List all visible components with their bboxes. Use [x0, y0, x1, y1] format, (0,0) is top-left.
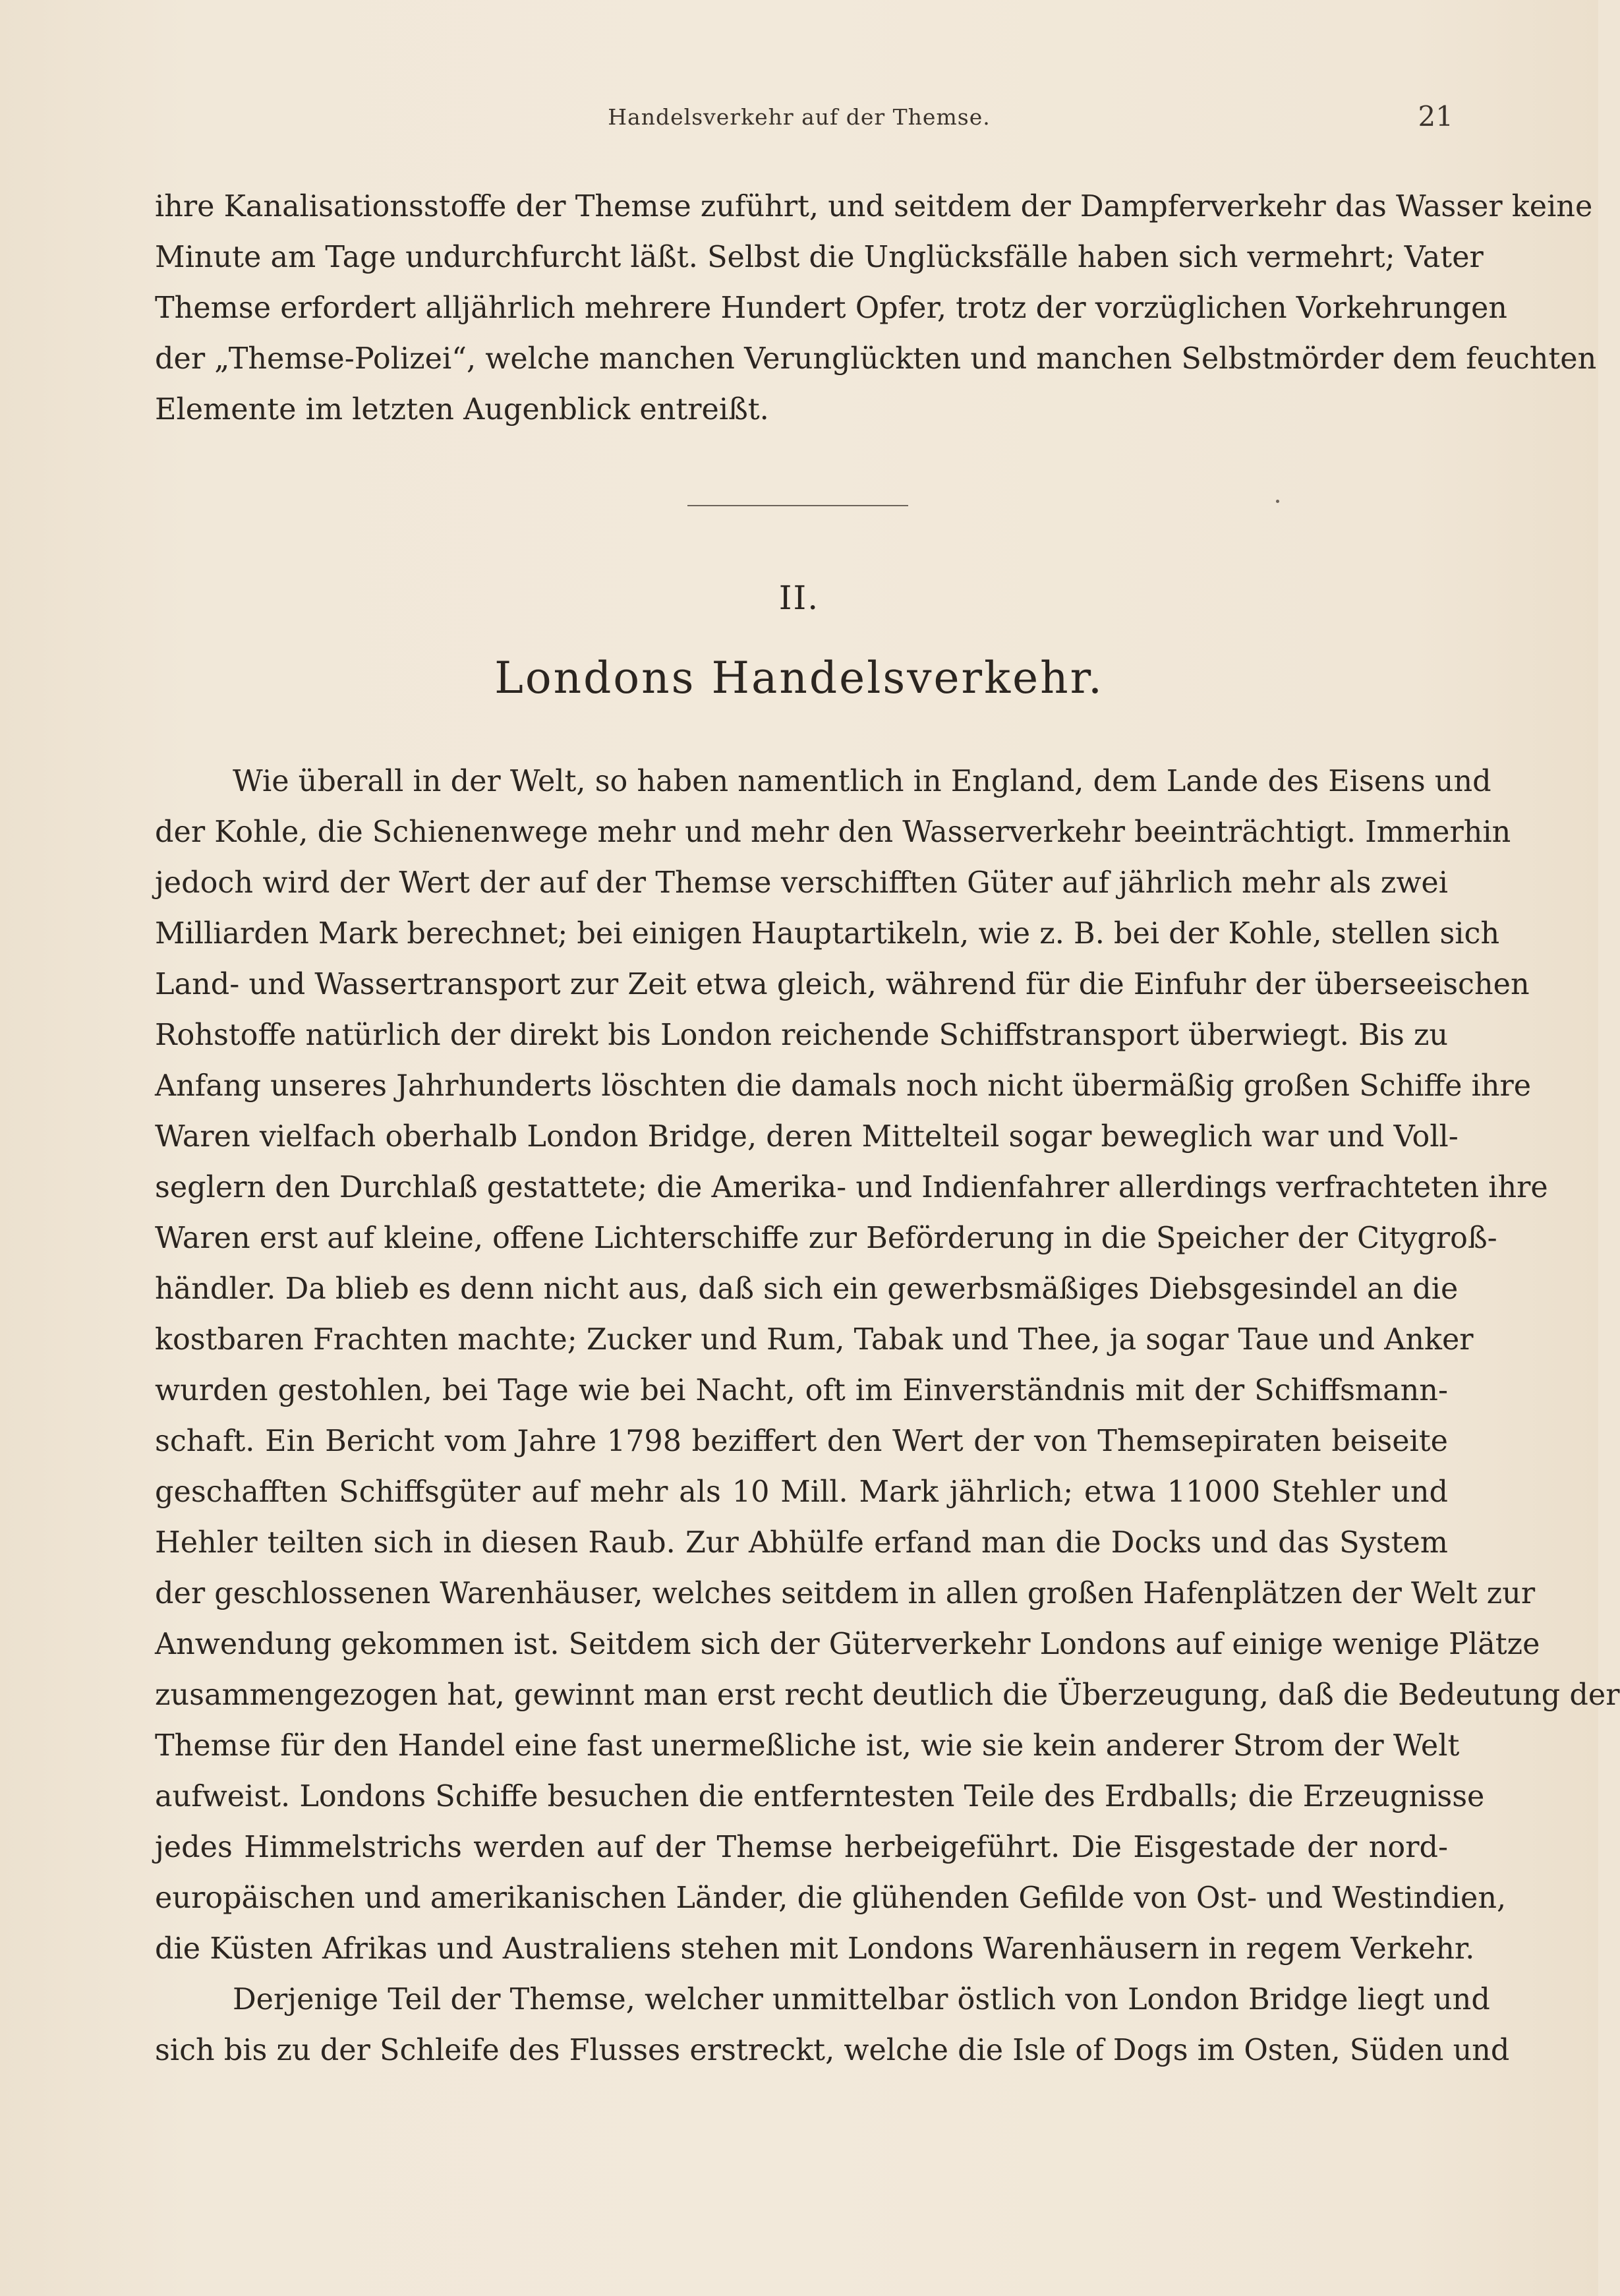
text-line: geschafften Schiffsgüter auf mehr als 10 Mill. Mark jährlich; etwa 11000 Stehler und [155, 1475, 1448, 1509]
text-line: der Kohle, die Schienenwege mehr und mehr den Wasserverkehr beeinträchtigt. Immerhin [155, 815, 1511, 849]
text-line: Wie überall in der Welt, so haben namentlich in England, dem Lande des Eisens und [233, 765, 1491, 798]
text-line: Anwendung gekommen ist. Seitdem sich der Güterverkehr Londons auf einige wenige Plätze [155, 1628, 1540, 1661]
text-line: der geschlossenen Warenhäuser, welches seitdem in allen großen Hafenplätzen der Welt zur [155, 1577, 1536, 1610]
text-line: händler. Da blieb es denn nicht aus, daß sich ein gewerbsmäßiges Diebsgesindel an die [155, 1272, 1459, 1306]
chapter-number: II. [778, 579, 820, 617]
section-divider [687, 505, 908, 506]
text-line: wurden gestohlen, bei Tage wie bei Nacht, oft im Einverständnis mit der Schiffsmann- [155, 1374, 1448, 1407]
text-line: Elemente im letzten Augenblick entreißt. [155, 393, 769, 427]
text-line: ihre Kanalisationsstoffe der Themse zuführt, und seitdem der Dampferverkehr das Wasser keine [155, 190, 1593, 223]
ink-speck [1276, 500, 1279, 503]
text-line: kostbaren Frachten machte; Zucker und Rum, Tabak und Thee, ja sogar Taue und Anker [155, 1323, 1474, 1357]
text-line: Waren erst auf kleine, offene Lichterschiffe zur Beförderung in die Speicher der Citygroß- [155, 1222, 1497, 1255]
text-line: jedes Himmelstrichs werden auf der Themse herbeigeführt. Die Eisgestade der nord- [155, 1831, 1448, 1864]
text-line: sich bis zu der Schleife des Flusses erstreckt, welche die Isle of Dogs im Osten, Süden und [155, 2034, 1510, 2067]
paragraph-2 [155, 756, 1620, 2076]
text-line: seglern den Durchlaß gestattete; die Amerika- und Indienfahrer allerdings verfrachteten ihre [155, 1171, 1548, 1204]
paragraph-1 [155, 181, 1597, 435]
text-line: Milliarden Mark berechnet; bei einigen Hauptartikeln, wie z. B. bei der Kohle, stellen sich [155, 917, 1500, 951]
chapter-title: Londons Handelsverkehr. [494, 653, 1104, 703]
text-line: Minute am Tage undurchfurcht läßt. Selbst die Unglücksfälle haben sich vermehrt; Vater [155, 241, 1484, 274]
text-line: Themse erfordert alljährlich mehrere Hundert Opfer, trotz der vorzüglichen Vorkehrungen [155, 291, 1507, 325]
text-line: Hehler teilten sich in diesen Raub. Zur Abhülfe erfand man die Docks und das System [155, 1526, 1448, 1560]
text-line: Themse für den Handel eine fast unermeßliche ist, wie sie kein anderer Strom der Welt [155, 1729, 1460, 1763]
text-line: Derjenige Teil der Themse, welcher unmittelbar östlich von London Bridge liegt und [233, 1983, 1490, 2016]
text-line: Waren vielfach oberhalb London Bridge, deren Mittelteil sogar beweglich war und Voll- [155, 1120, 1459, 1154]
text-line: europäischen und amerikanischen Länder, die glühenden Gefilde von Ost- und Westindien, [155, 1881, 1507, 1915]
running-head: Handelsverkehr auf der Themse. [608, 104, 991, 130]
text-line: Anfang unseres Jahrhunderts löschten die damals noch nicht übermäßig großen Schiffe ihre [155, 1069, 1532, 1103]
text-line: Land- und Wassertransport zur Zeit etwa gleich, während für die Einfuhr der überseeischen [155, 968, 1530, 1001]
text-line: zusammengezogen hat, gewinnt man erst recht deutlich die Überzeugung, daß die Bedeutung der [155, 1678, 1620, 1712]
text-line: der „Themse-Polizei“, welche manchen Verunglückten und manchen Selbstmörder dem feuchten [155, 342, 1597, 376]
page-number: 21 [1418, 100, 1453, 132]
text-line: schaft. Ein Bericht vom Jahre 1798 beziffert den Wert der von Themsepiraten beiseite [155, 1425, 1448, 1458]
text-line: aufweist. Londons Schiffe besuchen die entferntesten Teile des Erdballs; die Erzeugnisse [155, 1780, 1485, 1813]
text-line: Rohstoffe natürlich der direkt bis London reichende Schiffstransport überwiegt. Bis zu [155, 1018, 1449, 1052]
text-line: jedoch wird der Wert der auf der Themse verschifften Güter auf jährlich mehr als zwei [155, 866, 1448, 900]
text-line: die Küsten Afrikas und Australiens stehen mit Londons Warenhäusern in regem Verkehr. [155, 1932, 1475, 1966]
